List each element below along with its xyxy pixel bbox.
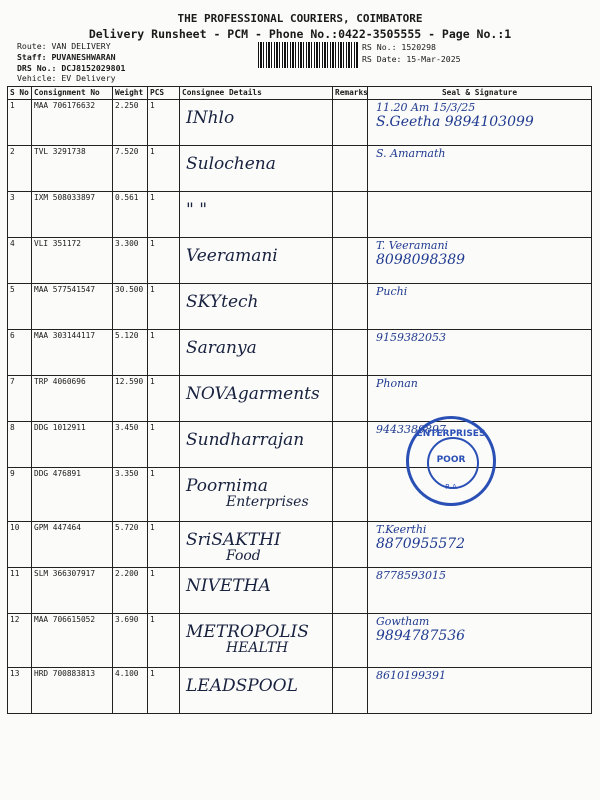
row-remarks xyxy=(333,238,368,284)
row-remarks xyxy=(333,192,368,238)
consignee-name: Sulochena xyxy=(186,154,276,174)
row-signature xyxy=(368,100,592,146)
col-weight: Weight xyxy=(113,87,148,100)
runsheet-subtitle: Delivery Runsheet - PCM - Phone No.:0422-3505555 - Page No.:1 xyxy=(88,27,512,41)
row-sno: 9 xyxy=(8,468,32,522)
row-pcs: 1 xyxy=(148,614,180,668)
row-sno: 10 xyxy=(8,522,32,568)
row-consignee xyxy=(180,146,333,192)
row-remarks xyxy=(333,376,368,422)
row-remarks xyxy=(333,668,368,714)
row-consignment-no: MAA 577541547 xyxy=(32,284,113,330)
row-sno: 6 xyxy=(8,330,32,376)
row-sno: 5 xyxy=(8,284,32,330)
signature-line1: S. Amarnath xyxy=(376,147,446,160)
row-signature xyxy=(368,522,592,568)
row-weight: 5.720 xyxy=(113,522,148,568)
row-signature xyxy=(368,238,592,284)
runsheet-table xyxy=(7,86,592,714)
col-consignment: Consignment No xyxy=(32,87,113,100)
signature-line2: S.Geetha 9894103099 xyxy=(376,114,534,130)
stamp-top-text: ENTERPRISES xyxy=(416,429,486,439)
signature-line2: 8098098389 xyxy=(376,252,466,268)
consignee-name: Poornima xyxy=(186,476,268,496)
consignee-name: INhlo xyxy=(186,108,235,128)
consignee-name: SKYtech xyxy=(186,292,259,312)
table-row xyxy=(8,422,592,468)
row-remarks xyxy=(333,100,368,146)
row-consignee xyxy=(180,422,333,468)
row-pcs: 1 xyxy=(148,146,180,192)
row-weight: 2.250 xyxy=(113,100,148,146)
row-sno: 4 xyxy=(8,238,32,284)
row-weight: 12.590 xyxy=(113,376,148,422)
row-signature xyxy=(368,330,592,376)
row-consignee xyxy=(180,238,333,284)
row-sno: 12 xyxy=(8,614,32,668)
row-pcs: 1 xyxy=(148,668,180,714)
col-signature: Seal & Signature xyxy=(368,87,592,100)
row-signature xyxy=(368,568,592,614)
consignee-name: NOVAgarments xyxy=(186,384,320,404)
row-consignment-no: VLI 351172 xyxy=(32,238,113,284)
col-sno: S No xyxy=(8,87,32,100)
row-weight: 3.450 xyxy=(113,422,148,468)
table-row xyxy=(8,468,592,522)
table-row xyxy=(8,376,592,422)
col-pcs: PCS xyxy=(148,87,180,100)
row-remarks xyxy=(333,422,368,468)
row-remarks xyxy=(333,468,368,522)
signature-line1: T. Veeramani xyxy=(376,239,449,252)
table-row xyxy=(8,284,592,330)
rs-date: RS Date: 15-Mar-2025 xyxy=(362,54,461,64)
row-consignment-no: GPM 447464 xyxy=(32,522,113,568)
row-sno: 3 xyxy=(8,192,32,238)
row-sno: 11 xyxy=(8,568,32,614)
signature-line1: T.Keerthi xyxy=(376,523,427,536)
row-consignment-no: MAA 706176632 xyxy=(32,100,113,146)
table-header-row xyxy=(8,87,592,100)
row-consignment-no: DDG 1012911 xyxy=(32,422,113,468)
row-sno: 7 xyxy=(8,376,32,422)
signature-line1: Puchi xyxy=(376,285,408,298)
row-consignee xyxy=(180,614,333,668)
consignee-name: METROPOLIS xyxy=(186,622,309,642)
row-consignee xyxy=(180,100,333,146)
row-consignment-no: DDG 476891 xyxy=(32,468,113,522)
row-sno: 1 xyxy=(8,100,32,146)
vehicle-label: Vehicle: EV Delivery xyxy=(17,73,116,83)
row-consignee xyxy=(180,284,333,330)
row-consignee xyxy=(180,192,333,238)
row-pcs: 1 xyxy=(148,192,180,238)
table-row xyxy=(8,146,592,192)
row-signature xyxy=(368,614,592,668)
row-weight: 3.350 xyxy=(113,468,148,522)
signature-line1: 9443389897 xyxy=(376,423,446,436)
row-consignee xyxy=(180,522,333,568)
row-pcs: 1 xyxy=(148,238,180,284)
table-row xyxy=(8,238,592,284)
consignee-name-line2: Food xyxy=(226,548,261,564)
signature-line1: 11.20 Am 15/3/25 xyxy=(376,101,476,114)
table-row xyxy=(8,100,592,146)
consignee-name: " " xyxy=(186,200,208,220)
consignee-name-line2: Enterprises xyxy=(226,494,309,510)
barcode-image xyxy=(258,42,358,68)
signature-line1: Gowtham xyxy=(376,615,430,628)
row-weight: 30.500 xyxy=(113,284,148,330)
row-pcs: 1 xyxy=(148,376,180,422)
signature-line1: 9159382053 xyxy=(376,331,446,344)
row-signature xyxy=(368,284,592,330)
table-row xyxy=(8,522,592,568)
consignee-name: SriSAKTHI xyxy=(186,530,281,550)
col-remarks: Remarks xyxy=(333,87,368,100)
table-row xyxy=(8,568,592,614)
row-pcs: 1 xyxy=(148,100,180,146)
consignee-name: LEADSPOOL xyxy=(186,676,298,696)
row-pcs: 1 xyxy=(148,468,180,522)
row-weight: 0.561 xyxy=(113,192,148,238)
consignee-name: Saranya xyxy=(186,338,257,358)
enterprise-seal-stamp xyxy=(406,416,496,506)
drs-label: DRS No.: DCJ8152029801 xyxy=(17,63,126,73)
rs-number: RS No.: 1520298 xyxy=(362,42,436,52)
row-weight: 3.690 xyxy=(113,614,148,668)
row-sno: 13 xyxy=(8,668,32,714)
row-consignment-no: TVL 3291738 xyxy=(32,146,113,192)
row-consignment-no: MAA 303144117 xyxy=(32,330,113,376)
row-consignee xyxy=(180,376,333,422)
row-pcs: 1 xyxy=(148,422,180,468)
row-consignee xyxy=(180,668,333,714)
row-signature xyxy=(368,192,592,238)
row-consignment-no: TRP 4060696 xyxy=(32,376,113,422)
staff-label: Staff: PUVANESHWARAN xyxy=(17,52,116,62)
row-remarks xyxy=(333,568,368,614)
row-remarks xyxy=(333,330,368,376)
row-pcs: 1 xyxy=(148,330,180,376)
row-remarks xyxy=(333,284,368,330)
route-label: Route: VAN DELIVERY xyxy=(17,41,111,51)
signature-line1: Phonan xyxy=(376,377,418,390)
row-pcs: 1 xyxy=(148,284,180,330)
row-weight: 3.300 xyxy=(113,238,148,284)
row-weight: 2.200 xyxy=(113,568,148,614)
table-row xyxy=(8,192,592,238)
row-sno: 8 xyxy=(8,422,32,468)
row-weight: 7.520 xyxy=(113,146,148,192)
row-sno: 2 xyxy=(8,146,32,192)
consignee-name: Veeramani xyxy=(186,246,278,266)
row-consignment-no: MAA 706615052 xyxy=(32,614,113,668)
table-row xyxy=(8,614,592,668)
row-consignment-no: HRD 700883813 xyxy=(32,668,113,714)
signature-line1: 8778593015 xyxy=(376,569,446,582)
row-consignee xyxy=(180,330,333,376)
row-remarks xyxy=(333,614,368,668)
company-title: THE PROFESSIONAL COURIERS, COIMBATORE xyxy=(177,12,423,25)
consignee-name: Sundharrajan xyxy=(186,430,305,450)
signature-line1: 8610199391 xyxy=(376,669,446,682)
col-consignee: Consignee Details xyxy=(180,87,333,100)
row-consignment-no: SLM 366307917 xyxy=(32,568,113,614)
row-consignee xyxy=(180,568,333,614)
row-remarks xyxy=(333,146,368,192)
row-signature xyxy=(368,376,592,422)
row-consignment-no: IXM 508033897 xyxy=(32,192,113,238)
row-remarks xyxy=(333,522,368,568)
table-row xyxy=(8,330,592,376)
signature-line2: 9894787536 xyxy=(376,628,466,644)
row-signature xyxy=(368,146,592,192)
consignee-name-line2: HEALTH xyxy=(226,640,289,656)
row-weight: 4.100 xyxy=(113,668,148,714)
row-consignee xyxy=(180,468,333,522)
stamp-bottom-text: R.A xyxy=(445,483,457,491)
stamp-core-text: POOR xyxy=(436,455,466,465)
row-signature xyxy=(368,668,592,714)
row-pcs: 1 xyxy=(148,522,180,568)
row-pcs: 1 xyxy=(148,568,180,614)
table-row xyxy=(8,668,592,714)
signature-line2: 8870955572 xyxy=(376,536,466,552)
consignee-name: NIVETHA xyxy=(186,576,271,596)
row-weight: 5.120 xyxy=(113,330,148,376)
